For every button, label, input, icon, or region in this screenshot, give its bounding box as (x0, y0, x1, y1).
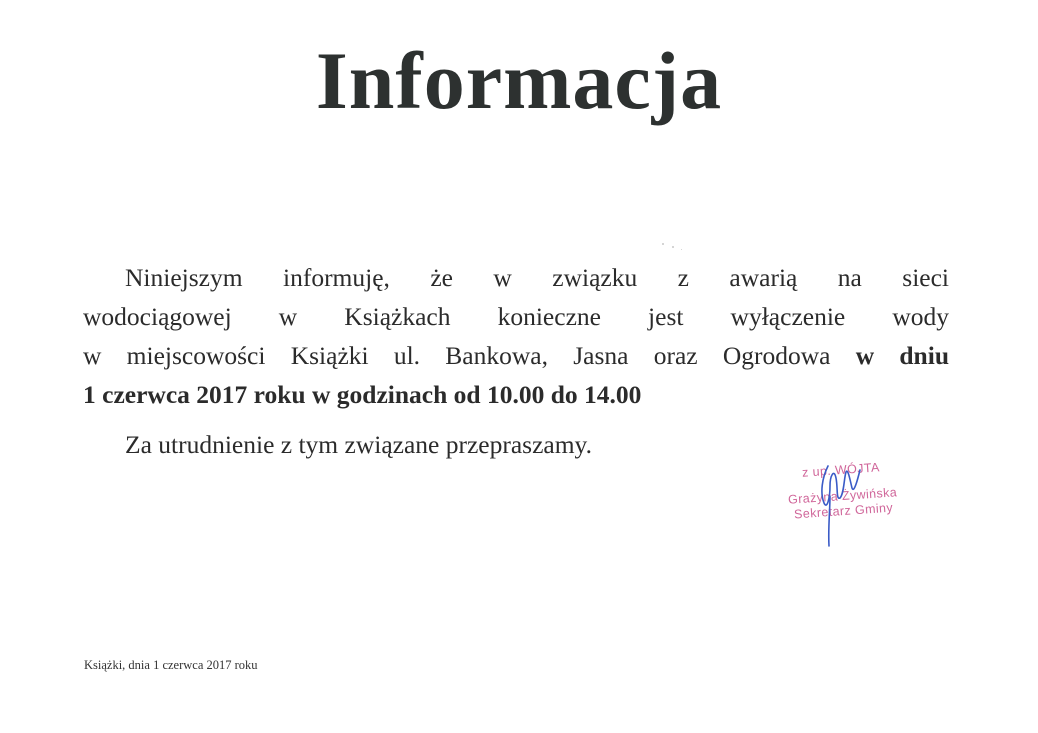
paragraph-line-4-date: 1 czerwca 2017 roku w godzinach od 10.00 do 14.00 (83, 380, 642, 409)
stamp-line-3: Sekretarz Gminy (793, 500, 894, 522)
paragraph-line-3-regular: w miejscowości Książki ul. Bankowa, Jasna oraz Ogrodowa (83, 341, 831, 370)
stamp-line-2: Grażyna Żywińska (787, 485, 898, 507)
scan-speck (672, 246, 674, 248)
document-title: Informacja (315, 35, 723, 126)
handwritten-signature (800, 448, 870, 558)
stamp-line-1: z up. WÓJTA (801, 460, 881, 480)
paragraph-line-1: Niniejszym informuję, że w związku z awarią na sieci (125, 263, 949, 292)
paragraph-line-3 (83, 336, 949, 375)
closing-sentence: Za utrudnienie z tym związane przepraszamy. (125, 430, 593, 459)
paragraph-line-2: wodociągowej w Książkach konieczne jest wyłączenie wody (83, 302, 949, 331)
scan-speck (681, 249, 682, 250)
notice-paragraph (83, 258, 949, 414)
scan-speck (662, 243, 664, 245)
place-date-footer: Książki, dnia 1 czerwca 2017 roku (84, 658, 258, 672)
paragraph-line-3-bold: w dniu (855, 341, 950, 370)
